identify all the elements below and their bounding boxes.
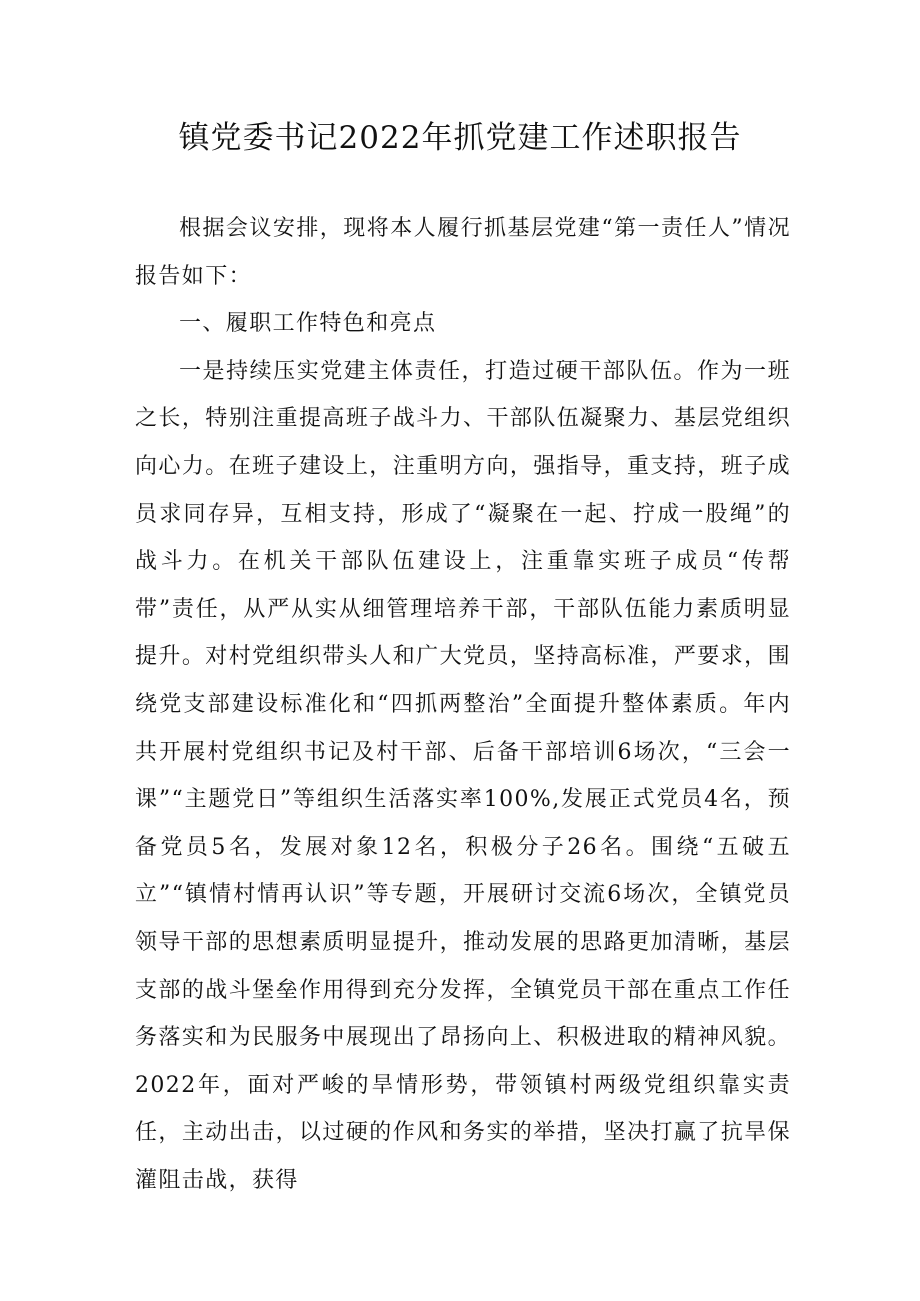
- section-heading: 一、履职工作特色和亮点: [179, 311, 437, 337]
- document-body: [135, 205, 791, 1204]
- intro-paragraph: 根据会议安排，现将本人履行抓基层党建“第一责任人”情况报告如下：: [135, 216, 791, 289]
- document-title: 镇党委书记2022年抓党建工作述职报告: [178, 120, 742, 156]
- body-paragraph: 一是持续压实党建主体责任，打造过硬干部队伍。作为一班之长，特别注重提高班子战斗力、干部队伍凝聚力、基层党组织向心力。在班子建设上，注重明方向，强指导，重支持，班子成员求同存异，互相支持，形成了“凝聚在一起、拧成一股绳”的战斗力。在机关干部队伍建设上，注重靠实班子成员“传帮带”责任，从严从实从细管理培养干部，干部队伍能力素质明显提升。对村党组织带头人和广大党员，坚持高标准，严要求，围绕党支部建设标准化和“四抓两整治”全面提升整体素质。年内共开展村党组织书记及村干部、后备干部培训6场次，“三会一课”“主题党日”等组织生活落实率100%,发展正式党员4名，预备党员5名，发展对象12名，积极分子26名。围绕“五破五立”“镇情村情再认识”等专题，开展研讨交流6场次，全镇党员领导干部的思想素质明显提升，推动发展的思路更加清晰，基层支部的战斗堡垒作用得到充分发挥，全镇党员干部在重点工作任务落实和为民服务中展现出了昂扬向上、积极进取的精神风貌。2022年，面对严峻的旱情形势，带领镇村两级党组织靠实责任，主动出击，以过硬的作风和务实的举措，坚决打赢了抗旱保灌阻击战，获得: [135, 358, 791, 1193]
